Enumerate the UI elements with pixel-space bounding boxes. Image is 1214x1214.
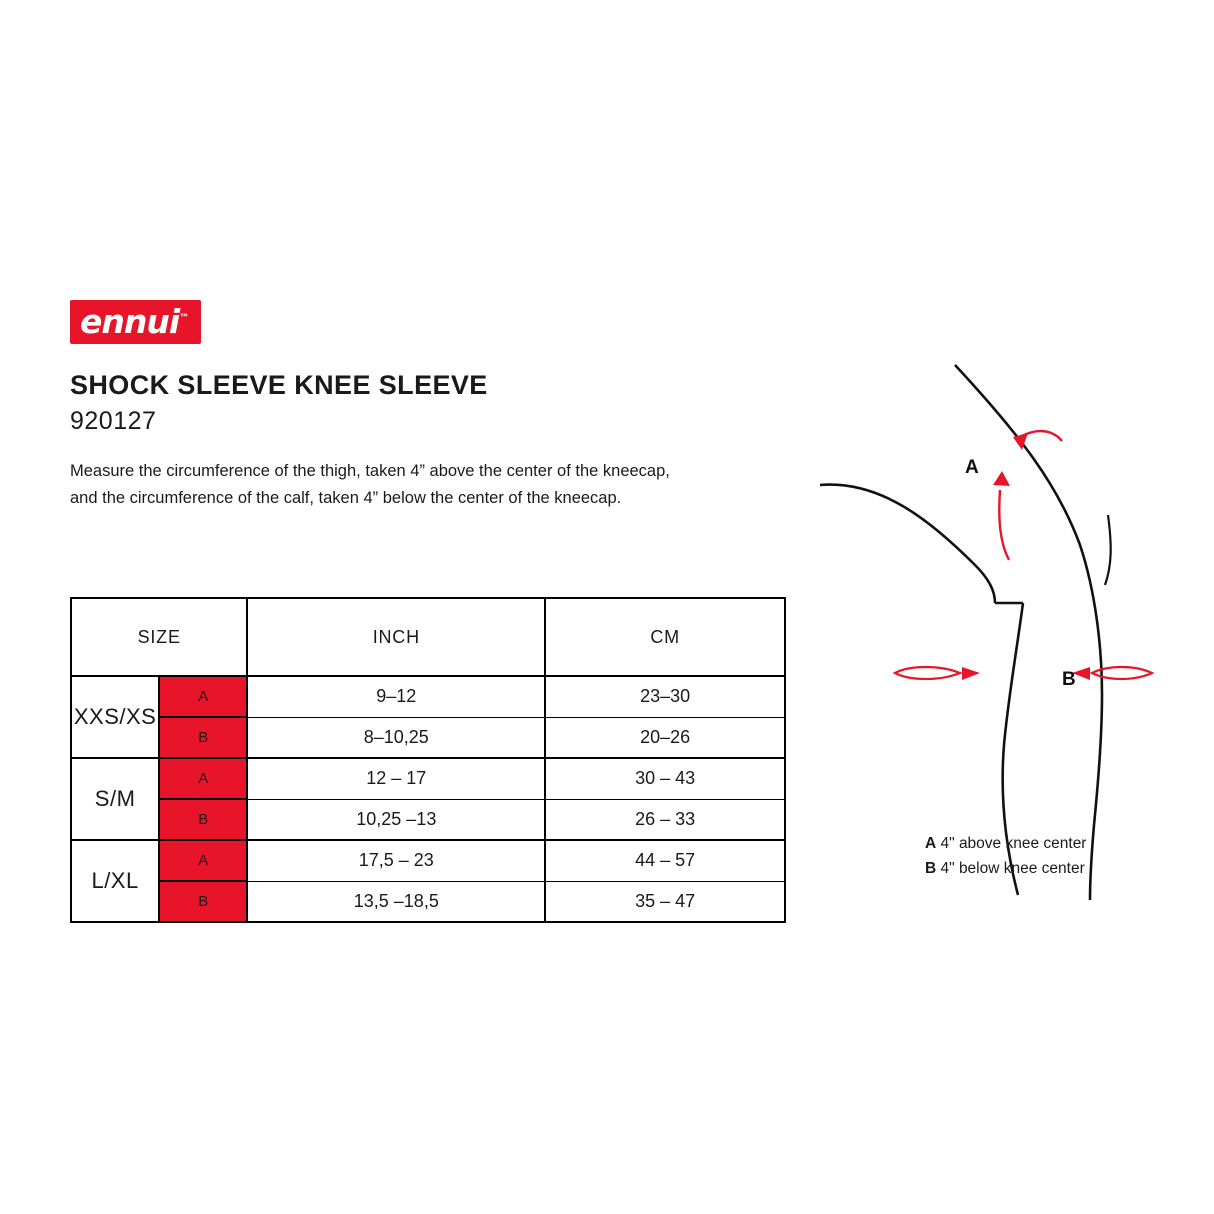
value-cm: 35 – 47 — [545, 881, 785, 922]
size-label: L/XL — [71, 840, 159, 922]
measure-point-label: A — [159, 758, 247, 799]
size-label: S/M — [71, 758, 159, 840]
brand-name: ennui — [80, 302, 180, 341]
product-info-block — [70, 300, 790, 511]
measure-point-label: A — [159, 676, 247, 717]
diagram-legend — [925, 832, 1185, 882]
table-header-row — [71, 598, 785, 676]
knee-measurement-diagram — [790, 355, 1190, 915]
measure-point-label: B — [159, 717, 247, 758]
arrow-a-bottom-curve — [999, 490, 1009, 560]
size-label: XXS/XS — [71, 676, 159, 758]
table-row — [71, 840, 785, 881]
value-inch: 9–12 — [247, 676, 545, 717]
knee-crease-detail — [1105, 515, 1111, 585]
trademark-symbol: ™ — [179, 313, 190, 324]
knee-front-outline — [955, 365, 1102, 695]
table-row — [71, 881, 785, 922]
arrow-a-bottom-head-icon — [993, 471, 1010, 486]
table-row — [71, 758, 785, 799]
value-cm: 20–26 — [545, 717, 785, 758]
arrow-b-left-ellipse — [895, 667, 960, 679]
thigh-back-outline — [820, 485, 995, 603]
diagram-marker-b: B — [1062, 669, 1076, 690]
brand-logo — [70, 300, 201, 344]
legend-key-b: B — [925, 859, 937, 877]
measuring-instructions: Measure the circumference of the thigh, taken 4” above the center of the kneecap, and the circumference of the calf, taken 4” below the center of the kneecap. — [70, 462, 670, 507]
value-cm: 30 – 43 — [545, 758, 785, 799]
header-inch: INCH — [247, 598, 545, 676]
value-inch: 10,25 –13 — [247, 799, 545, 840]
legend-text-a: 4" above knee center — [936, 835, 1087, 852]
value-inch: 12 – 17 — [247, 758, 545, 799]
legend-key-a: A — [925, 835, 937, 852]
measure-point-label: B — [159, 881, 247, 922]
table-row — [71, 676, 785, 717]
product-code: 920127 — [70, 407, 157, 435]
value-cm: 23–30 — [545, 676, 785, 717]
header-size: SIZE — [71, 598, 247, 676]
legend-text-b: 4" below knee center — [936, 859, 1085, 877]
arrow-b-left-head-icon — [962, 667, 980, 680]
value-inch: 13,5 –18,5 — [247, 881, 545, 922]
legend-item-a — [925, 832, 1185, 857]
value-cm: 26 – 33 — [545, 799, 785, 840]
value-inch: 17,5 – 23 — [247, 840, 545, 881]
table-row — [71, 717, 785, 758]
page-title: SHOCK SLEEVE KNEE SLEEVE — [70, 370, 488, 400]
value-inch: 8–10,25 — [247, 717, 545, 758]
value-cm: 44 – 57 — [545, 840, 785, 881]
size-table — [70, 597, 786, 923]
table-row — [71, 799, 785, 840]
measure-point-label: B — [159, 799, 247, 840]
diagram-marker-a: A — [965, 457, 979, 478]
measure-point-label: A — [159, 840, 247, 881]
leg-illustration-svg — [790, 355, 1190, 915]
header-cm: CM — [545, 598, 785, 676]
legend-item-b — [925, 857, 1185, 882]
